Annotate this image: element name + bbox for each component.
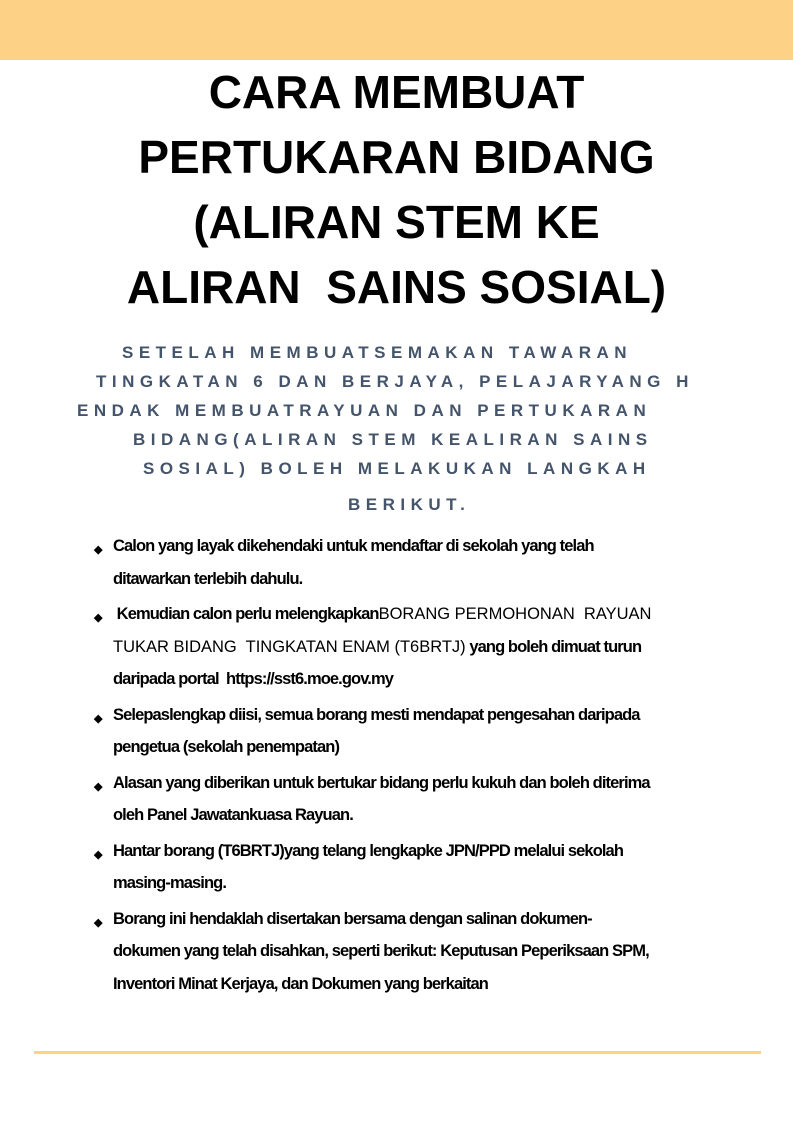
- title-line: CARA MEMBUAT: [208, 66, 585, 118]
- step-line: Inventori Minat Kerjaya, dan Dokumen yang berkaitan: [113, 974, 488, 993]
- diamond-bullet-icon: ◆: [94, 712, 102, 725]
- diamond-bullet-icon: ◆: [94, 612, 102, 624]
- subtitle-line: SOSIAL) BOLEH MELAKUKAN LANGKAH: [143, 459, 651, 478]
- diamond-bullet-icon: ◆: [94, 544, 102, 556]
- steps-list: [88, 530, 768, 1000]
- diamond-bullet-icon: ◆: [94, 780, 102, 793]
- step-line: [113, 598, 768, 631]
- step-line: Selepaslengkap diisi, semua borang mesti mendapat pengesahan daripada: [113, 705, 640, 724]
- page-title: [0, 60, 793, 320]
- diamond-bullet-icon: ◆: [94, 916, 102, 929]
- subtitle-line: ENDAK MEMBUATRAYUAN DAN PERTUKARAN: [77, 401, 652, 420]
- title-line: (ALIRAN STEM KE: [193, 196, 600, 248]
- title-line: ALIRAN SAINS SOSIAL): [126, 261, 667, 313]
- step-line: dokumen yang telah disahkan, seperti berikut: Keputusan Peperiksaan SPM,: [113, 942, 649, 960]
- step-line: oleh Panel Jawatankuasa Rayuan.: [113, 806, 353, 824]
- subtitle-line: BIDANG(ALIRAN STEM KEALIRAN SAINS: [133, 430, 653, 449]
- step-line: Calon yang layak dikehendaki untuk mendaftar di sekolah yang telah: [113, 537, 594, 555]
- list-item: [88, 598, 768, 696]
- step-line: [113, 631, 768, 664]
- bottom-divider: [34, 1051, 761, 1054]
- step-line: pengetua (sekolah penempatan): [113, 738, 340, 756]
- step-text-bold: yang boleh dimuat turun: [465, 637, 642, 656]
- subtitle-line: BERIKUT.: [348, 495, 471, 514]
- subtitle-line: TINGKATAN 6 DAN BERJAYA, PELAJARYANG H: [96, 372, 694, 391]
- step-line: Borang ini hendaklah disertakan bersama dengan salinan dokumen-: [113, 909, 592, 928]
- top-accent-band: [0, 0, 793, 60]
- step-line: Hantar borang (T6BRTJ)yang telang lengkapke JPN/PPD melalui sekolah: [113, 841, 624, 860]
- step-text-bold: Kemudian calon perlu melengkapkan: [113, 605, 379, 623]
- diamond-bullet-icon: ◆: [94, 848, 102, 861]
- title-line: PERTUKARAN BIDANG: [138, 131, 655, 183]
- step-line: masing-masing.: [113, 874, 227, 892]
- portal-link-line[interactable]: daripada portal https://sst6.moe.gov.my: [113, 670, 394, 688]
- list-item: [88, 903, 768, 1001]
- list-item: [88, 835, 768, 900]
- form-name-text: TUKAR BIDANG TINGKATAN ENAM (T6BRTJ): [113, 637, 466, 656]
- form-name-text: BORANG PERMOHONAN RAYUAN: [378, 605, 652, 623]
- list-item: [88, 699, 768, 764]
- step-line: Alasan yang diberikan untuk bertukar bidang perlu kukuh dan boleh diterima: [113, 773, 650, 792]
- list-item: [88, 530, 768, 595]
- step-line: ditawarkan terlebih dahulu.: [113, 569, 303, 588]
- subtitle-line: SETELAH MEMBUATSEMAKAN TAWARAN: [122, 343, 633, 362]
- intro-subtitle: [60, 338, 760, 519]
- list-item: [88, 767, 768, 832]
